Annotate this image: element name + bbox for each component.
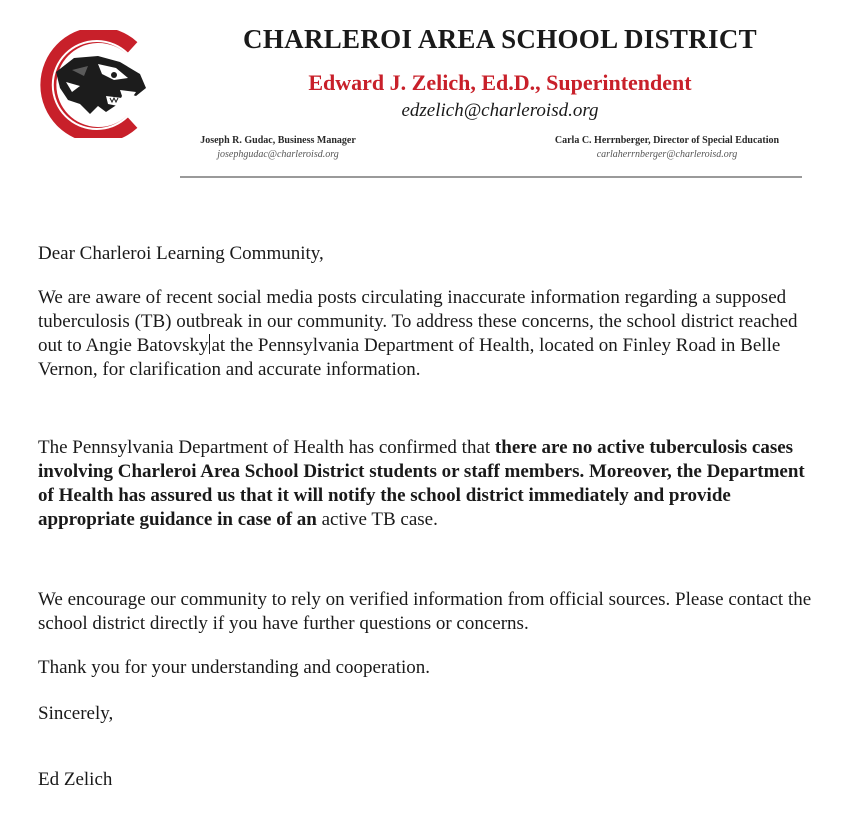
salutation — [38, 242, 818, 266]
paragraph-confirmation — [38, 436, 818, 532]
closing-text: Sincerely, — [38, 703, 114, 724]
business-manager-contact — [178, 134, 378, 162]
paragraph-thanks-text: Thank you for your understanding and cooperation. — [38, 657, 431, 678]
superintendent-name: Edward J. Zelich, Ed.D., Superintendent — [308, 70, 692, 95]
paragraph-confirmation-bold: there are no active tuberculosis cases involving Charleroi Area School District students or staff members. Moreover, the Department of Health has assured us that it will notify the school district immediately and provide appropriate guidance in case of an — [38, 437, 805, 530]
paragraph-confirmation-end: active TB case. — [316, 509, 438, 530]
signature — [38, 768, 818, 792]
special-ed-director-email: carlaherrnberger@charleroisd.org — [596, 149, 738, 160]
business-manager-name: Joseph R. Gudac, Business Manager — [200, 135, 356, 146]
signature-text: Ed Zelich — [38, 769, 113, 790]
cougar-mascot-logo-icon — [36, 30, 154, 138]
special-ed-director-name: Carla C. Herrnberger, Director of Special Education — [554, 135, 780, 146]
paragraph-awareness-text-2: at the Pennsylvania Department of Health, located on Finley Road in Belle Vernon, for clarification and accurate information. — [38, 335, 781, 380]
district-name: CHARLEROI AREA SCHOOL DISTRICT — [243, 24, 757, 54]
superintendent-email: edzelich@charleroisd.org — [401, 100, 599, 121]
business-manager-email: josephgudac@charleroisd.org — [217, 149, 339, 160]
paragraph-encourage — [38, 588, 818, 636]
paragraph-encourage-text: We encourage our community to rely on verified information from official sources. Please contact the school district directly if you have further questions or concerns. — [38, 589, 812, 634]
paragraph-awareness-text-1: We are aware of recent social media posts circulating inaccurate information regarding a supposed tuberculosis (TB) outbreak in our community. To address these concerns, the school district reached out to Angie Batovsky — [38, 287, 798, 356]
letterhead-divider — [180, 176, 802, 178]
paragraph-awareness — [38, 286, 818, 382]
salutation-text: Dear Charleroi Learning Community, — [38, 243, 324, 264]
paragraph-confirmation-start: The Pennsylvania Department of Health has confirmed that — [38, 437, 495, 458]
paragraph-thanks — [38, 656, 818, 680]
closing — [38, 702, 818, 726]
special-ed-director-contact — [528, 134, 806, 162]
